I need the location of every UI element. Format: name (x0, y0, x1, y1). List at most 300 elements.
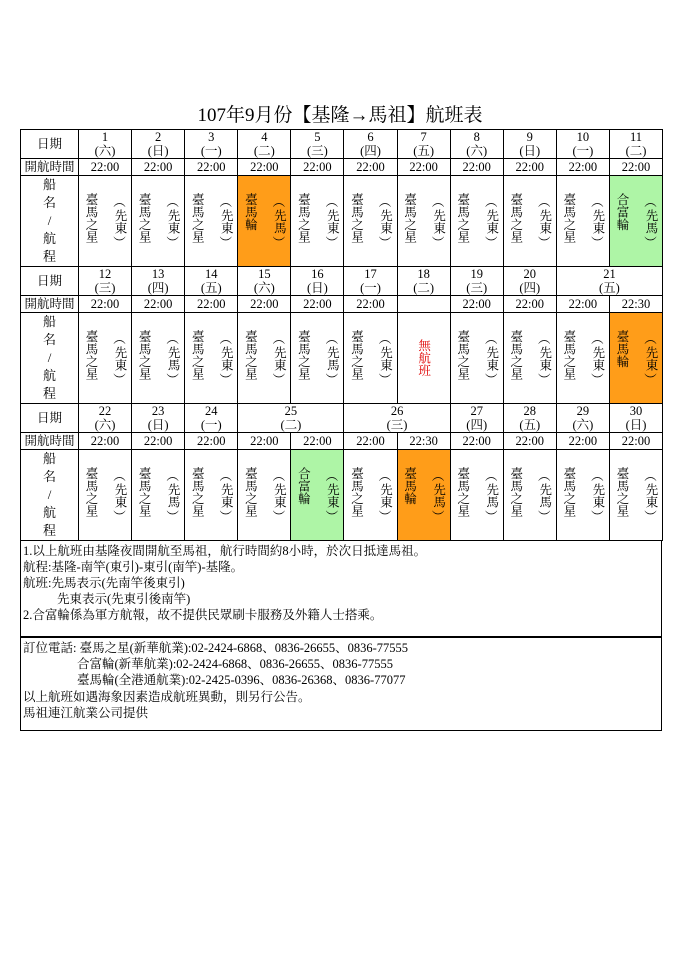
weekday: (二) (238, 418, 344, 433)
ship-cell (609, 313, 662, 404)
weekday: (一) (556, 144, 609, 159)
paren-open: ︵ (272, 331, 286, 346)
weekday: (六) (238, 281, 291, 296)
ship-info (557, 467, 609, 524)
ship-cell (238, 176, 291, 267)
ship-cell (185, 450, 238, 541)
ship-name (559, 193, 578, 250)
ship-cell (79, 450, 132, 541)
weekday: (一) (185, 418, 238, 433)
ship-route (322, 467, 341, 524)
ship-route (482, 330, 501, 387)
ship-name-text: 臺馬之星 (84, 329, 99, 380)
ship-cell (450, 176, 503, 267)
paren-close: ︶ (113, 235, 126, 250)
date-number: 16 (291, 267, 344, 282)
ship-name (240, 193, 259, 250)
weekday: (六) (79, 144, 132, 159)
paren-open: ︵ (431, 194, 445, 209)
departure-time: 22:30 (609, 296, 662, 313)
ship-route-text: 先馬 (537, 482, 552, 508)
date-number: 17 (344, 267, 397, 282)
ship-route (269, 193, 288, 250)
ship-name (347, 193, 366, 250)
ship-name-text: 臺馬之星 (455, 329, 470, 380)
ship-route-text: 先東 (166, 208, 181, 234)
ship-name (400, 467, 419, 524)
note-line: 1.以上航班由基隆夜間開航至馬祖，航行時間約8小時，於次日抵達馬祖。 (23, 544, 427, 558)
paren-close: ︶ (378, 509, 392, 524)
ship-route-text: 先東 (219, 482, 234, 508)
departure-time: 22:00 (185, 159, 238, 176)
date-number: 24 (185, 404, 238, 419)
ship-route-label-text (21, 176, 78, 266)
departure-time: 22:00 (79, 159, 132, 176)
weekday: (四) (132, 281, 185, 296)
departure-time: 22:00 (291, 159, 344, 176)
ship-cell (132, 313, 185, 404)
label-char: 名 (42, 469, 56, 484)
ship-route-label-text (21, 450, 78, 540)
date-number: 28 (503, 404, 556, 419)
ship-cell (397, 450, 450, 541)
departure-time: 22:00 (132, 159, 185, 176)
date-number: 29 (556, 404, 609, 419)
ship-route-text: 先馬 (166, 345, 181, 371)
paren-close: ︶ (219, 509, 232, 524)
paren-close: ︶ (431, 509, 445, 524)
ship-route (163, 330, 182, 387)
label-char: 航 (42, 368, 56, 383)
ship-route-text: 先東 (272, 345, 287, 371)
label-char: 程 (42, 386, 56, 401)
ship-info (557, 330, 609, 387)
ship-route-label (21, 450, 79, 541)
paren-close: ︶ (166, 509, 179, 524)
departure-time: 22:00 (238, 433, 291, 450)
ship-info (185, 330, 237, 387)
ship-route-text: 先東 (378, 208, 393, 234)
booking-line: 以上航班如遇海象因素造成航班異動，則另行公告。 (23, 689, 311, 704)
ship-route-label (21, 313, 79, 404)
ship-name (293, 193, 312, 250)
paren-close: ︶ (591, 372, 604, 387)
ship-info (291, 330, 343, 387)
date-number: 20 (503, 267, 556, 282)
date-label: 日期 (21, 130, 79, 159)
ship-info (398, 193, 450, 250)
date-number: 10 (556, 130, 609, 145)
weekday: (五) (185, 281, 238, 296)
ship-route (110, 193, 129, 250)
departure-time: 22:00 (344, 159, 397, 176)
departure-time: 22:00 (238, 159, 291, 176)
ship-route-text: 先東 (484, 345, 499, 371)
date-number-row (21, 404, 663, 419)
note-line: 2.合富輪係為軍方航報，故不提供民眾刷卡服務及外籍人士搭乘。 (23, 608, 383, 622)
paren-open: ︵ (166, 331, 179, 346)
departure-time: 22:00 (503, 159, 556, 176)
ship-route-text: 先馬 (325, 345, 340, 371)
ship-route (216, 330, 235, 387)
ship-info (238, 330, 290, 387)
booking-line: 合富輪(新華航業):02-2424-6868、0836-26655、0836-77555 (77, 657, 393, 672)
ship-route (376, 330, 395, 387)
paren-open: ︵ (538, 331, 551, 346)
ship-info (504, 467, 556, 524)
paren-open: ︵ (325, 194, 339, 209)
paren-open: ︵ (431, 468, 445, 483)
ship-route-text: 先東 (431, 208, 446, 234)
ship-info (451, 467, 503, 524)
notes-section (20, 541, 662, 637)
date-number: 3 (185, 130, 238, 145)
ship-route-text: 先東 (643, 482, 658, 508)
ship-name (453, 467, 472, 524)
paren-close: ︶ (484, 235, 498, 250)
ship-cell (556, 313, 609, 404)
departure-time: 22:00 (132, 296, 185, 313)
paren-close: ︶ (113, 509, 126, 524)
departure-time: 22:00 (556, 159, 609, 176)
ship-name (612, 330, 631, 387)
paren-open: ︵ (166, 194, 179, 209)
ship-info (238, 193, 290, 250)
ship-cell (79, 313, 132, 404)
ship-name-text: 臺馬之星 (455, 466, 470, 517)
ship-cell (291, 450, 344, 541)
date-number: 1 (79, 130, 132, 145)
ship-name (506, 467, 525, 524)
ship-name-text: 臺馬之星 (137, 192, 152, 243)
departure-time: 22:00 (79, 296, 132, 313)
booking-line: 馬祖連江航業公司提供 (23, 705, 149, 720)
schedule-table (20, 129, 663, 541)
ship-route (535, 193, 554, 250)
ship-name-text: 臺馬之星 (349, 466, 364, 517)
date-number: 5 (291, 130, 344, 145)
ship-route (535, 330, 554, 387)
date-number: 26 (344, 404, 450, 419)
departure-time: 22:30 (397, 433, 450, 450)
ship-cell (397, 176, 450, 267)
booking-section (20, 637, 662, 731)
ship-route-text: 先東 (378, 345, 393, 371)
ship-info (344, 467, 396, 524)
ship-route-row (21, 450, 663, 541)
ship-cell (503, 450, 556, 541)
paren-open: ︵ (166, 468, 179, 483)
ship-info (398, 467, 450, 524)
departure-time: 22:00 (344, 433, 397, 450)
date-number: 4 (238, 130, 291, 145)
ship-name-text: 臺馬之星 (84, 192, 99, 243)
ship-name (81, 330, 100, 387)
departure-time: 22:00 (556, 296, 609, 313)
paren-close: ︶ (538, 372, 551, 387)
date-number: 15 (238, 267, 291, 282)
weekday: (五) (556, 281, 662, 296)
departure-time: 22:00 (132, 433, 185, 450)
paren-close: ︶ (378, 235, 392, 250)
departure-time: 22:00 (609, 159, 662, 176)
ship-name (453, 193, 472, 250)
paren-open: ︵ (378, 194, 392, 209)
label-char: / (47, 487, 52, 502)
ship-name-text: 臺馬之星 (190, 466, 205, 517)
ship-name-text: 臺馬之星 (561, 329, 576, 380)
paren-close: ︶ (484, 372, 498, 387)
paren-open: ︵ (378, 331, 392, 346)
ship-info (79, 193, 131, 250)
departure-time: 22:00 (185, 296, 238, 313)
paren-close: ︶ (378, 372, 392, 387)
ship-name (347, 467, 366, 524)
weekday: (日) (291, 281, 344, 296)
paren-open: ︵ (644, 331, 657, 346)
ship-route-text: 先東 (590, 345, 605, 371)
paren-open: ︵ (538, 194, 551, 209)
departure-time-row (21, 296, 663, 313)
ship-route-text: 先東 (590, 208, 605, 234)
ship-info (557, 193, 609, 250)
ship-route (216, 193, 235, 250)
booking-line: 訂位電話: 臺馬之星(新華航業):02-2424-6868、0836-26655、0836-77555 (23, 641, 409, 655)
booking-line: 臺馬輪(全港通航業):02-2425-0396、0836-26368、0836-77077 (77, 673, 406, 688)
ship-name-text: 臺馬之星 (614, 466, 629, 517)
weekday: (二) (238, 144, 291, 159)
ship-route-row (21, 313, 663, 404)
paren-open: ︵ (644, 194, 657, 209)
ship-cell (132, 176, 185, 267)
paren-close: ︶ (591, 235, 604, 250)
departure-label: 開航時間 (21, 296, 79, 313)
ship-route-text: 先東 (113, 345, 128, 371)
ship-route (269, 467, 288, 524)
paren-close: ︶ (219, 235, 232, 250)
no-sailing-label: 無航班 (416, 339, 431, 377)
departure-time: 22:00 (503, 296, 556, 313)
ship-route-text: 先馬 (484, 482, 499, 508)
paren-open: ︵ (113, 331, 126, 346)
ship-route-row (21, 176, 663, 267)
paren-open: ︵ (219, 468, 232, 483)
ship-name (81, 467, 100, 524)
departure-time: 22:00 (397, 159, 450, 176)
ship-info (451, 330, 503, 387)
ship-name (453, 330, 472, 387)
label-char: 名 (42, 332, 56, 347)
ship-route-text: 先馬 (643, 208, 658, 234)
paren-close: ︶ (484, 509, 498, 524)
ship-name-text: 臺馬之星 (190, 192, 205, 243)
ship-name-text: 臺馬輪 (614, 329, 629, 367)
date-number: 25 (238, 404, 344, 419)
ship-cell (344, 450, 397, 541)
ship-cell (238, 450, 291, 541)
ship-route-text: 先東 (537, 345, 552, 371)
date-number: 21 (556, 267, 662, 282)
departure-label: 開航時間 (21, 433, 79, 450)
departure-time-row (21, 433, 663, 450)
ship-info (291, 467, 343, 524)
ship-name-text: 臺馬之星 (508, 329, 523, 380)
label-char: 船 (42, 451, 56, 466)
ship-name (559, 330, 578, 387)
ship-name (240, 330, 259, 387)
ship-cell (344, 176, 397, 267)
label-char: 航 (42, 231, 56, 246)
ship-info (185, 193, 237, 250)
ship-name-text: 臺馬之星 (84, 466, 99, 517)
ship-route (641, 330, 660, 387)
label-char: 程 (42, 249, 56, 264)
ship-route-text: 先東 (325, 208, 340, 234)
ship-cell (79, 176, 132, 267)
paren-open: ︵ (219, 331, 232, 346)
ship-route-text: 先東 (484, 208, 499, 234)
paren-open: ︵ (113, 194, 126, 209)
paren-close: ︶ (644, 235, 657, 250)
ship-route-text: 先東 (325, 482, 340, 508)
date-number: 18 (397, 267, 450, 282)
weekday: (三) (344, 418, 450, 433)
date-number: 9 (503, 130, 556, 145)
ship-name-text: 臺馬之星 (561, 466, 576, 517)
ship-route-label-text (21, 313, 78, 403)
departure-time (397, 296, 450, 313)
ship-name (187, 193, 206, 250)
ship-name-text: 臺馬之星 (137, 466, 152, 517)
ship-route-text: 先東 (113, 482, 128, 508)
ship-name-text: 臺馬之星 (402, 192, 417, 243)
paren-open: ︵ (113, 468, 126, 483)
date-number: 22 (79, 404, 132, 419)
ship-name (400, 193, 419, 250)
ship-info (132, 467, 184, 524)
page-title: 107年9月份【基隆→馬祖】航班表 (197, 105, 483, 126)
ship-info (610, 467, 662, 524)
paren-close: ︶ (166, 235, 179, 250)
label-char: / (47, 350, 52, 365)
ship-name-text: 臺馬輪 (243, 192, 258, 230)
ship-route-label (21, 176, 79, 267)
date-number: 7 (397, 130, 450, 145)
departure-time: 22:00 (450, 296, 503, 313)
paren-close: ︶ (272, 509, 286, 524)
date-number: 6 (344, 130, 397, 145)
ship-name (612, 467, 631, 524)
weekday: (二) (609, 144, 662, 159)
ship-name-text: 臺馬之星 (296, 192, 311, 243)
ship-info (451, 193, 503, 250)
weekday: (日) (503, 144, 556, 159)
ship-name (506, 193, 525, 250)
ship-route (429, 193, 448, 250)
departure-time: 22:00 (450, 159, 503, 176)
date-number-row (21, 267, 663, 282)
departure-time: 22:00 (556, 433, 609, 450)
weekday: (三) (450, 281, 503, 296)
paren-open: ︵ (538, 468, 551, 483)
weekday-row (21, 144, 663, 159)
date-number-row (21, 130, 663, 145)
ship-name-text: 臺馬之星 (243, 466, 258, 517)
ship-name (293, 330, 312, 387)
ship-route (163, 467, 182, 524)
date-number: 14 (185, 267, 238, 282)
ship-name (612, 193, 631, 250)
ship-cell (291, 313, 344, 404)
label-char: 程 (42, 523, 56, 538)
ship-route-text: 先東 (219, 345, 234, 371)
ship-route (163, 193, 182, 250)
ship-route (376, 467, 395, 524)
weekday: (三) (79, 281, 132, 296)
paren-close: ︶ (166, 372, 179, 387)
ship-route-text: 先東 (378, 482, 393, 508)
label-char: 船 (42, 314, 56, 329)
departure-time: 22:00 (609, 433, 662, 450)
note-line: 航程:基隆-南竿(東引)-東引(南竿)-基隆。 (23, 560, 244, 574)
paren-open: ︵ (591, 331, 604, 346)
paren-open: ︵ (484, 331, 498, 346)
ship-route (110, 330, 129, 387)
ship-route (588, 193, 607, 250)
ship-name-text: 臺馬之星 (349, 192, 364, 243)
paren-open: ︵ (325, 331, 339, 346)
ship-name-text: 臺馬之星 (349, 329, 364, 380)
date-number: 27 (450, 404, 503, 419)
ship-route (322, 330, 341, 387)
ship-cell (185, 313, 238, 404)
departure-time: 22:00 (238, 296, 291, 313)
ship-cell (556, 176, 609, 267)
ship-cell (397, 313, 450, 404)
weekday: (一) (185, 144, 238, 159)
ship-cell (238, 313, 291, 404)
departure-time: 22:00 (79, 433, 132, 450)
ship-cell (556, 450, 609, 541)
ship-name-text: 合富輪 (614, 192, 629, 230)
note-line: 先東表示(先東引後南竿) (57, 592, 191, 606)
weekday: (四) (344, 144, 397, 159)
date-label: 日期 (21, 404, 79, 433)
ship-name (187, 467, 206, 524)
date-number: 12 (79, 267, 132, 282)
ship-cell (503, 313, 556, 404)
paren-open: ︵ (644, 468, 657, 483)
ship-route (110, 467, 129, 524)
ship-cell (450, 313, 503, 404)
weekday: (三) (291, 144, 344, 159)
ship-route-text: 先馬 (431, 482, 446, 508)
weekday: (六) (450, 144, 503, 159)
ship-name-text: 合富輪 (296, 466, 311, 504)
label-char: 船 (42, 177, 56, 192)
paren-close: ︶ (538, 509, 551, 524)
ship-route (429, 467, 448, 524)
ship-name-text: 臺馬之星 (243, 329, 258, 380)
paren-open: ︵ (591, 194, 604, 209)
paren-open: ︵ (484, 468, 498, 483)
ship-name (187, 330, 206, 387)
ship-route (588, 330, 607, 387)
ship-name-text: 臺馬之星 (296, 329, 311, 380)
departure-time: 22:00 (450, 433, 503, 450)
weekday: (日) (132, 418, 185, 433)
ship-route (216, 467, 235, 524)
